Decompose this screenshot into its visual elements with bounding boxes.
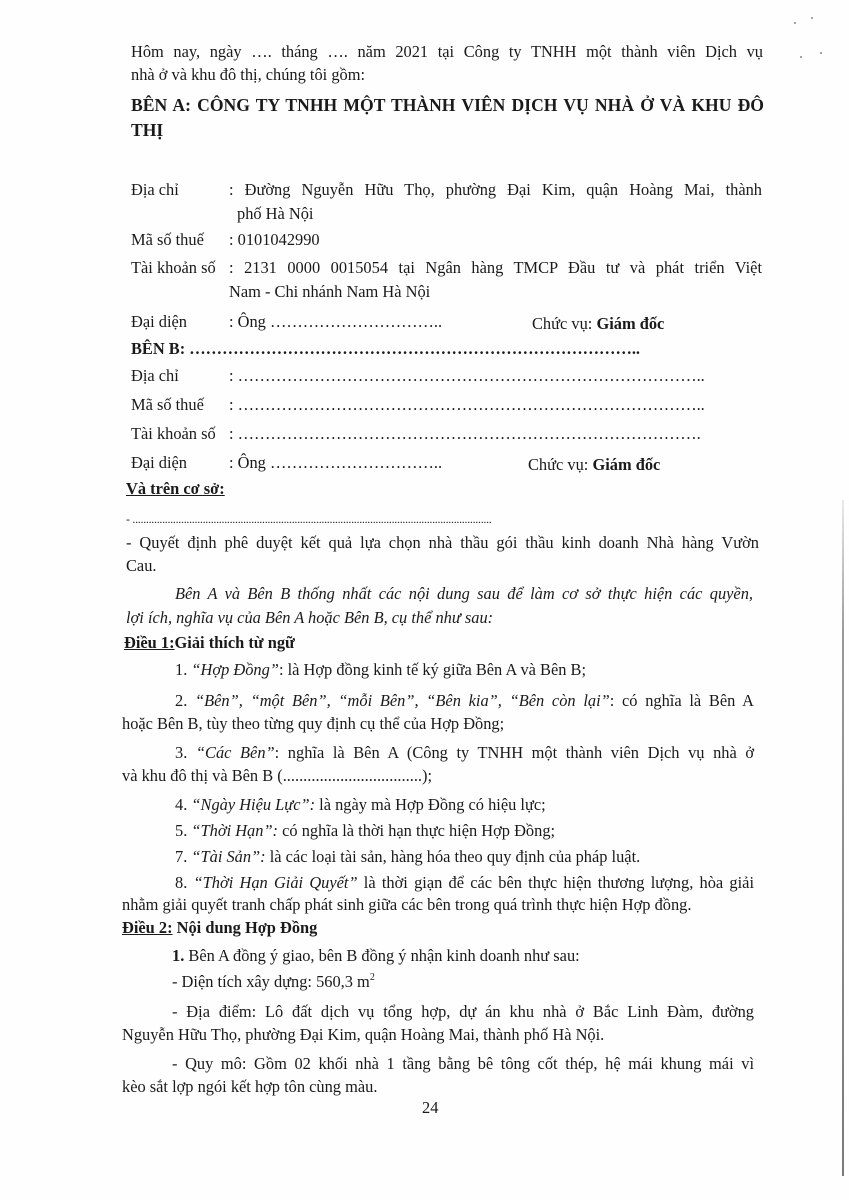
party-b-rep-value: : Ông ………………………….. bbox=[229, 453, 443, 472]
party-b-tax-label: Mã số thuế bbox=[131, 395, 204, 414]
definition-term: “Ngày Hiệu Lực”: bbox=[191, 795, 316, 814]
party-a-account-label: Tài khoản số bbox=[131, 258, 216, 277]
definition-text: : nghĩa là Bên A (Công ty TNHH một thành viên Dịch vụ nhà ở bbox=[274, 743, 755, 762]
agreement-intro-cont: lợi ích, nghĩa vụ của Bên A hoặc Bên B, cụ thể như sau: bbox=[126, 608, 494, 627]
party-a-rep-label: Đại diện bbox=[131, 312, 187, 331]
definition-item bbox=[175, 821, 555, 841]
definition-item bbox=[175, 795, 546, 815]
definition-item bbox=[175, 873, 754, 893]
definition-term: “Thời Hạn Giải Quyết” bbox=[193, 873, 358, 892]
definition-item bbox=[175, 691, 754, 711]
construction-area-text: - Diện tích xây dựng: 560,3 m bbox=[172, 972, 370, 991]
party-b-address-label: Địa chỉ bbox=[131, 366, 179, 385]
page-number: 24 bbox=[422, 1098, 439, 1117]
construction-area-unit-sup: 2 bbox=[369, 972, 375, 983]
party-a-rep-value: : Ông ………………………….. bbox=[229, 312, 443, 331]
scan-speck bbox=[820, 52, 822, 54]
article-2-clause-1 bbox=[172, 946, 580, 966]
definition-term: “Các Bên” bbox=[195, 743, 275, 762]
definition-item-cont: nhằm giải quyết tranh chấp phát sinh giữa các bên trong quá trình thực hiện Hợp đồng. bbox=[122, 895, 692, 914]
definition-number: 7. bbox=[175, 847, 192, 866]
party-a-heading-line-2: THỊ bbox=[131, 120, 164, 140]
intro-line-1: Hôm nay, ngày …. tháng …. năm 2021 tại Công ty TNHH một thành viên Dịch vụ bbox=[131, 42, 763, 61]
party-a-address-value-cont: phố Hà Nội bbox=[237, 204, 314, 223]
location-line-cont: Nguyễn Hữu Thọ, phường Đại Kim, quận Hoàng Mai, thành phố Hà Nội. bbox=[122, 1025, 605, 1044]
party-a-address-label: Địa chỉ bbox=[131, 180, 179, 199]
definition-text: là thời giạn để các bên thực hiện thương lượng, hòa giải bbox=[357, 873, 755, 892]
definition-term: “Thời Hạn”: bbox=[191, 821, 279, 840]
definition-term: “Hợp Đồng” bbox=[191, 660, 279, 679]
definition-item bbox=[175, 743, 754, 763]
definition-text: có nghĩa là thời hạn thực hiện Hợp Đồng; bbox=[278, 821, 556, 840]
scan-edge-line bbox=[842, 500, 844, 1176]
party-a-tax-value: : 0101042990 bbox=[229, 230, 320, 249]
definition-item-cont: hoặc Bên B, tùy theo từng quy định cụ thể của Hợp Đồng; bbox=[122, 714, 505, 733]
party-a-position-value: Giám đốc bbox=[596, 314, 665, 333]
scan-speck bbox=[794, 22, 796, 24]
party-a-position-label: Chức vụ: bbox=[532, 314, 593, 333]
party-b-rep-label: Đại diện bbox=[131, 453, 187, 472]
definition-item-cont: và khu đô thị và Bên B (..................................); bbox=[122, 766, 433, 785]
location-line: - Địa điểm: Lô đất dịch vụ tổng hợp, dự án khu nhà ở Bắc Linh Đàm, đường bbox=[172, 1002, 754, 1021]
definition-number: 4. bbox=[175, 795, 192, 814]
article-2-heading bbox=[122, 918, 317, 938]
definition-text: là các loại tài sản, hàng hóa theo quy định của pháp luật. bbox=[265, 847, 641, 866]
party-b-position-value: Giám đốc bbox=[592, 455, 661, 474]
basis-item-1: - ..................................................................................................................................... bbox=[126, 512, 492, 526]
article-1-heading bbox=[124, 633, 295, 653]
scale-line: - Quy mô: Gồm 02 khối nhà 1 tầng bằng bê tông cốt thép, hệ mái khung mái vì bbox=[172, 1054, 754, 1073]
definition-text: : là Hợp đồng kinh tế ký giữa Bên A và Bên B; bbox=[278, 660, 587, 679]
scan-speck bbox=[800, 56, 802, 58]
definition-number: 8. bbox=[175, 873, 194, 892]
construction-area bbox=[172, 972, 375, 992]
party-a-position bbox=[532, 314, 664, 334]
party-b-address-value: : ………………………………………………………………………….. bbox=[229, 366, 705, 385]
party-a-address-value: : Đường Nguyễn Hữu Thọ, phường Đại Kim, quận Hoàng Mai, thành bbox=[229, 180, 762, 199]
clause-text: Bên A đồng ý giao, bên B đồng ý nhận kinh doanh như sau: bbox=[184, 946, 580, 965]
scan-speck bbox=[811, 17, 813, 19]
party-b-account-label: Tài khoản số bbox=[131, 424, 216, 443]
definition-number: 5. bbox=[175, 821, 192, 840]
intro-line-2: nhà ở và khu đô thị, chúng tôi gồm: bbox=[131, 65, 366, 84]
definition-item bbox=[175, 660, 586, 680]
article-2-title: Nội dung Hợp Đồng bbox=[172, 918, 318, 937]
definition-item bbox=[175, 847, 640, 867]
party-a-heading-line-1: BÊN A: CÔNG TY TNHH MỘT THÀNH VIÊN DỊCH VỤ NHÀ Ở VÀ KHU ĐÔ bbox=[131, 95, 764, 115]
definition-number: 3. bbox=[175, 743, 196, 762]
clause-number: 1. bbox=[172, 946, 185, 965]
basis-heading: Và trên cơ sở: bbox=[126, 479, 225, 498]
article-1-title: Giải thích từ ngữ bbox=[174, 633, 295, 652]
basis-item-2-cont: Cau. bbox=[126, 556, 157, 575]
party-b-heading: BÊN B: ……………………………………………………………………….. bbox=[131, 339, 641, 358]
definition-text: : có nghĩa là Bên A bbox=[609, 691, 754, 710]
party-a-account-value-cont: Nam - Chi nhánh Nam Hà Nội bbox=[229, 282, 431, 301]
party-b-tax-value: : ………………………………………………………………………….. bbox=[229, 395, 705, 414]
definition-term: “Tài Sản”: bbox=[191, 847, 266, 866]
party-b-position-label: Chức vụ: bbox=[528, 455, 589, 474]
party-b-position bbox=[528, 455, 660, 475]
definition-number: 2. bbox=[175, 691, 196, 710]
article-2-label: Điều 2: bbox=[122, 918, 173, 937]
article-1-label: Điều 1: bbox=[124, 633, 175, 652]
definition-text: là ngày mà Hợp Đồng có hiệu lực; bbox=[315, 795, 546, 814]
definition-number: 1. bbox=[175, 660, 192, 679]
definition-term: “Bên”, “một Bên”, “mỗi Bên”, “Bên kia”, “Bên còn lại” bbox=[195, 691, 610, 710]
agreement-intro: Bên A và Bên B thống nhất các nội dung sau để làm cơ sở thực hiện các quyền, bbox=[175, 584, 753, 603]
basis-item-2: - Quyết định phê duyệt kết quả lựa chọn nhà thầu gói thầu kinh doanh Nhà hàng Vườn bbox=[126, 533, 759, 552]
scale-line-cont: kèo sắt lợp ngói kết hợp tôn cùng màu. bbox=[122, 1077, 378, 1096]
party-a-tax-label: Mã số thuế bbox=[131, 230, 204, 249]
party-b-account-value: : …………………………………………………………………………. bbox=[229, 424, 701, 443]
party-a-account-value: : 2131 0000 0015054 tại Ngân hàng TMCP Đầu tư và phát triển Việt bbox=[229, 258, 762, 277]
